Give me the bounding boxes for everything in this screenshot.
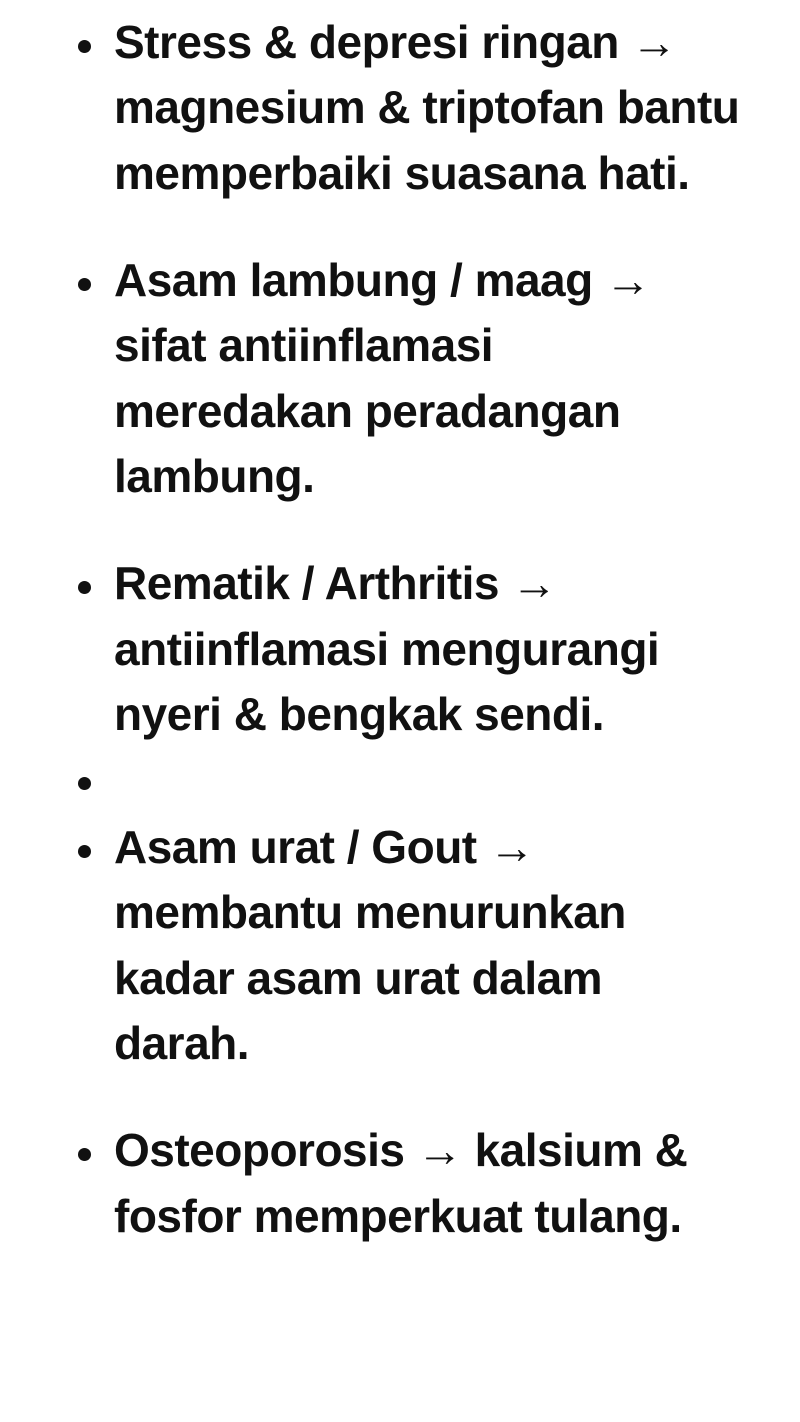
health-benefits-list: [64, 10, 740, 1249]
list-item: Rematik / Arthritis → antiinflamasi mengurangi nyeri & bengkak sendi.: [64, 551, 740, 747]
list-item: Osteoporosis → kalsium & fosfor memperkuat tulang.: [64, 1118, 740, 1249]
list-item: Asam urat / Gout → membantu menurunkan kadar asam urat dalam darah.: [64, 815, 740, 1076]
list-item: Asam lambung / maag → sifat antiinflamasi meredakan peradangan lambung.: [64, 248, 740, 509]
list-item: [64, 747, 740, 809]
list-item: Stress & depresi ringan → magnesium & triptofan bantu memperbaiki suasana hati.: [64, 10, 740, 206]
